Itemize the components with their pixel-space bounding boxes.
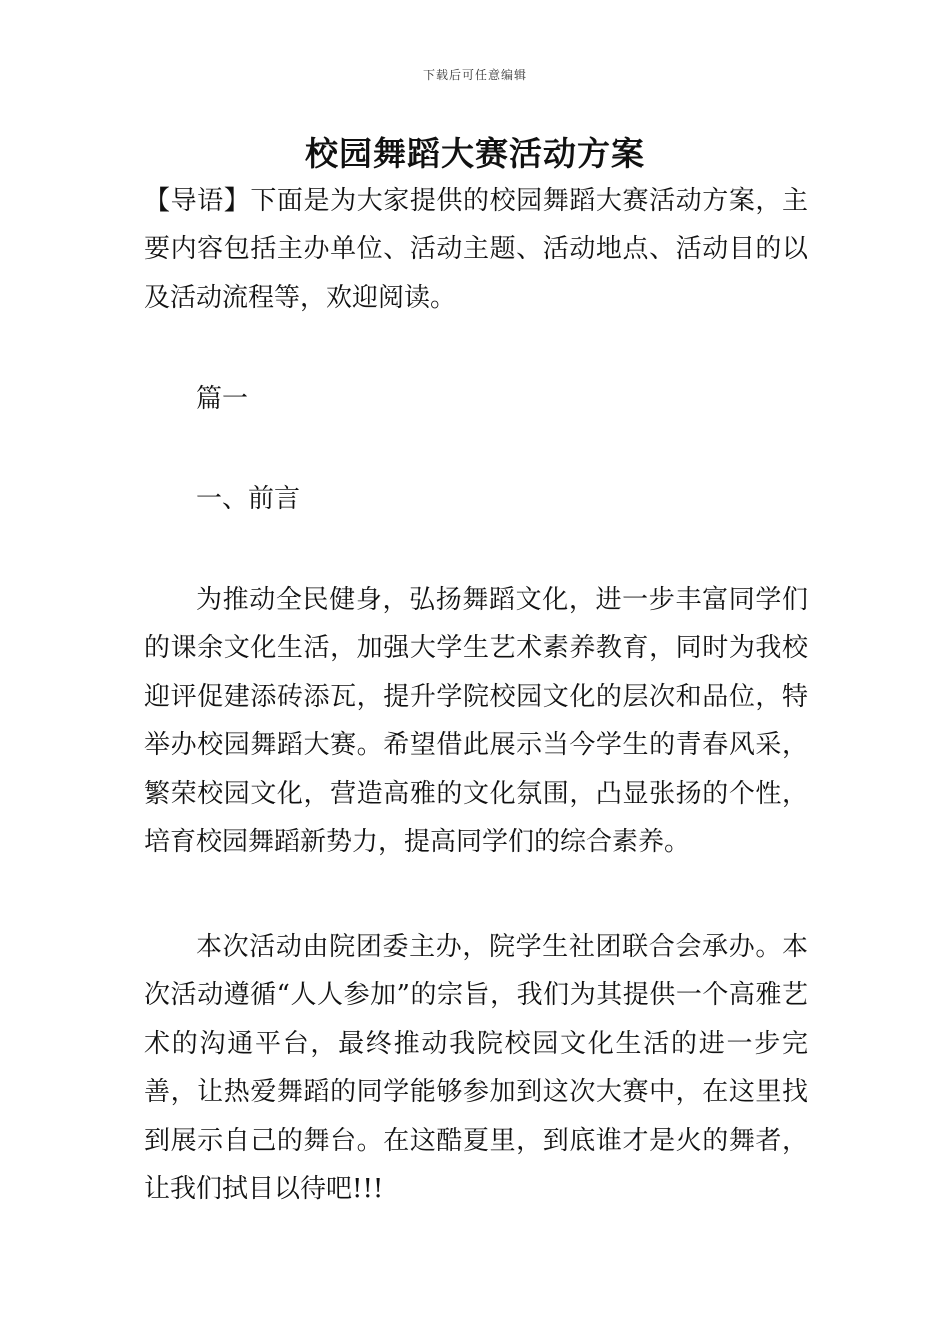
section-label: 篇一 <box>196 384 249 414</box>
body-paragraph: 本次活动由院团委主办，院学生社团联合会承办。本次活动遵循“人人参加”的宗旨，我们为其提供一个高雅艺术的沟通平台，最终推动我院校园文化生活的进一步完善，让热爱舞蹈的同学能够参加到这次大赛中，在这里找到展示自己的舞台。在这酷夏里，到底谁才是火的舞者，让我们拭目以待吧!!! <box>144 932 808 1205</box>
watermark-text: 下载后可任意编辑 <box>422 68 527 82</box>
subsection-heading: 一、前言 <box>196 484 301 514</box>
intro-paragraph: 【导语】下面是为大家提供的校园舞蹈大赛活动方案，主要内容包括主办单位、活动主题、活动地点、活动目的以及活动流程等，欢迎阅读。 <box>144 186 808 313</box>
document-title: 校园舞蹈大赛活动方案 <box>305 134 645 173</box>
body-paragraph: 为推动全民健身，弘扬舞蹈文化，进一步丰富同学们的课余文化生活，加强大学生艺术素养教育，同时为我校迎评促建添砖添瓦，提升学院校园文化的层次和品位，特举办校园舞蹈大赛。希望借此展示当今学生的青春风采，繁荣校园文化，营造高雅的文化氛围，凸显张扬的个性，培育校园舞蹈新势力，提高同学们的综合素养。 <box>144 585 808 858</box>
